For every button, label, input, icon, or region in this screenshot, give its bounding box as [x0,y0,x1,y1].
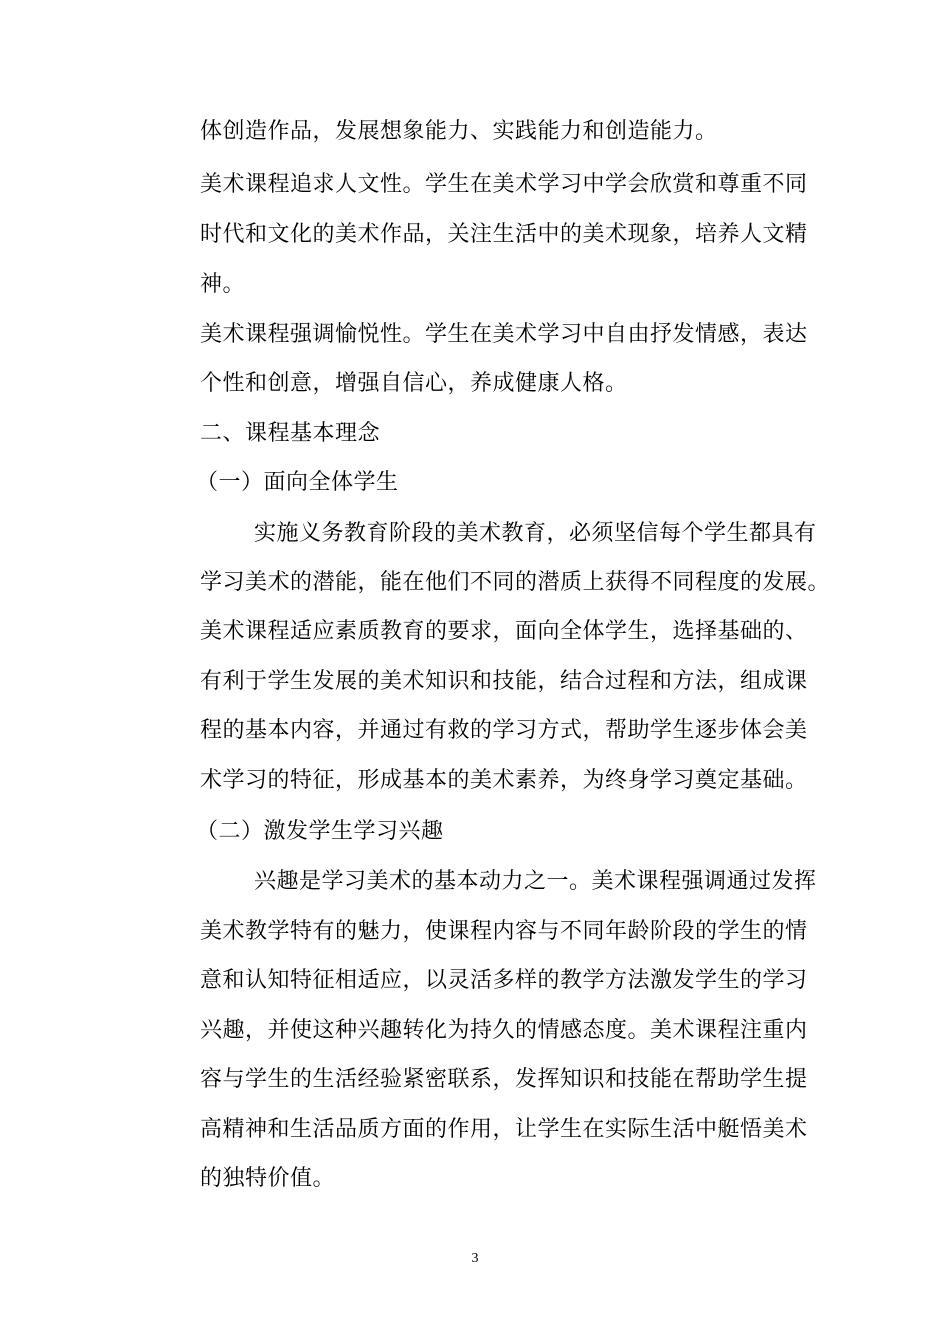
paragraph-line: 容与学生的生活经验紧密联系，发挥知识和技能在帮助学生提 [200,1067,808,1092]
paragraph-line: 个性和创意，增强自信心，养成健康人格。 [200,371,628,396]
paragraph-line: 高精神和生活品质方面的作用，让学生在实际生活中艇悟美术 [200,1117,808,1142]
paragraph-line: 美术教学特有的魅力，使课程内容与不同年龄阶段的学生的情 [200,919,808,944]
subsection-heading: （二）激发学生学习兴趣 [196,819,444,844]
paragraph-line: 体创造作品，发展想象能力、实践能力和创造能力。 [200,119,718,144]
paragraph-line: 程的基本内容，并通过有救的学习方式，帮助学生逐步体会美 [200,718,808,743]
subsection-heading: （一）面向全体学生 [196,470,399,495]
paragraph-line: 兴趣是学习美术的基本动力之一。美术课程强调通过发挥 [254,869,817,894]
page-number: 3 [471,1251,479,1266]
section-heading: 二、课程基本理念 [200,421,381,446]
paragraph-line: 有利于学生发展的美术知识和技能，结合过程和方法，组成课 [200,669,808,694]
paragraph-line: 美术课程强调愉悦性。学生在美术学习中自由抒发情感，表达 [200,322,808,347]
paragraph-line: 美术课程适应素质教育的要求，面向全体学生，选择基础的、 [200,619,808,644]
paragraph-line: 时代和文化的美术作品，关注生活中的美术现象，培养人文精 [200,222,808,247]
paragraph-line: 学习美术的潜能，能在他们不同的潜质上获得不同程度的发展。 [200,570,831,595]
paragraph-line: 意和认知特征相适应，以灵活多样的教学方法激发学生的学习 [200,968,808,993]
paragraph-line: 神。 [200,272,246,297]
paragraph-line: 实施义务教育阶段的美术教育，必须坚信每个学生都具有 [254,521,817,546]
paragraph-line: 兴趣，并使这种兴趣转化为持久的情感态度。美术课程注重内 [200,1018,808,1043]
paragraph-line: 的独特价值。 [200,1166,336,1191]
paragraph-line: 术学习的特征，形成基本的美术素养，为终身学习奠定基础。 [200,768,808,793]
paragraph-line: 美术课程追求人文性。学生在美术学习中学会欣赏和尊重不同 [200,172,808,197]
